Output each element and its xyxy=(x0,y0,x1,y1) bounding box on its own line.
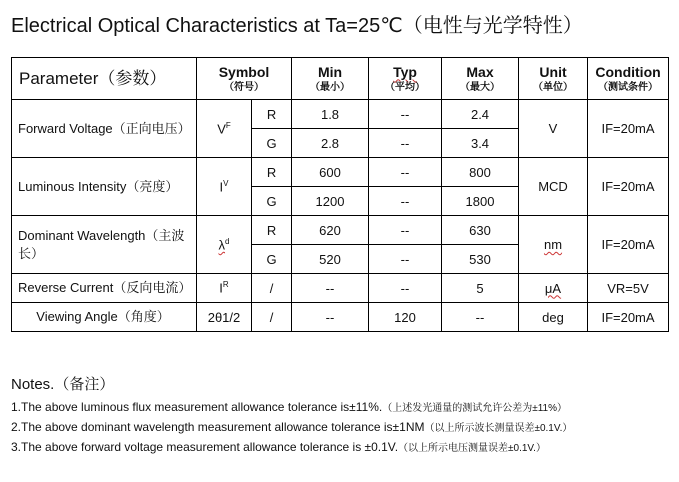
typ-cell: -- xyxy=(369,187,442,216)
symbol-sub: F xyxy=(225,120,231,130)
min-cell: 600 xyxy=(292,158,369,187)
max-cell: -- xyxy=(442,303,519,332)
param-forward-voltage: Forward Voltage（正向电压） xyxy=(12,100,197,158)
max-cell: 800 xyxy=(442,158,519,187)
table-row xyxy=(12,100,669,129)
note-text: 2.The above dominant wavelength measurement allowance tolerance is±1NM xyxy=(11,420,425,434)
max-cell: 2.4 xyxy=(442,100,519,129)
color-cell: / xyxy=(252,274,292,303)
table-row xyxy=(12,303,669,332)
header-typ-cn: （平均） xyxy=(385,81,426,93)
condition-cell: VR=5V xyxy=(588,274,669,303)
color-cell: G xyxy=(252,187,292,216)
header-typ-label: Typ xyxy=(393,63,417,80)
min-cell: -- xyxy=(292,303,369,332)
unit-value: μA xyxy=(544,280,562,296)
unit-cell: deg xyxy=(519,303,588,332)
max-cell: 630 xyxy=(442,216,519,245)
typ-cell: -- xyxy=(369,216,442,245)
unit-cell xyxy=(519,274,588,303)
note-item xyxy=(11,438,671,458)
table-row xyxy=(12,274,669,303)
min-cell: -- xyxy=(292,274,369,303)
min-cell: 2.8 xyxy=(292,129,369,158)
header-condition-label: Condition xyxy=(595,63,661,80)
header-condition-cn: （测试条件） xyxy=(598,81,659,93)
page-title: Electrical Optical Characteristics at Ta=25℃（电性与光学特性） xyxy=(11,15,583,37)
header-parameter: Parameter（参数） xyxy=(12,58,197,100)
note-text: 1.The above luminous flux measurement allowance tolerance is±11%. xyxy=(11,400,383,414)
symbol-main: I xyxy=(219,280,223,296)
header-unit-label: Unit xyxy=(539,63,567,80)
color-cell: G xyxy=(252,245,292,274)
header-symbol xyxy=(197,58,292,100)
param-luminous-intensity: Luminous Intensity（亮度） xyxy=(12,158,197,216)
header-max xyxy=(442,58,519,100)
param-dominant-wavelength: Dominant Wavelength（主波长） xyxy=(12,216,197,274)
symbol-reverse-current xyxy=(197,274,252,303)
note-text: 3.The above forward voltage measurement allowance tolerance is ±0.1V. xyxy=(11,440,399,454)
unit-cell xyxy=(519,216,588,274)
min-cell: 620 xyxy=(292,216,369,245)
symbol-main: V xyxy=(217,121,226,137)
note-item xyxy=(11,398,671,418)
min-cell: 1.8 xyxy=(292,100,369,129)
header-max-label: Max xyxy=(466,63,494,80)
typ-cell: -- xyxy=(369,158,442,187)
notes-section xyxy=(11,373,671,458)
symbol-luminous-intensity xyxy=(197,158,252,216)
max-cell: 5 xyxy=(442,274,519,303)
header-row xyxy=(12,58,669,100)
symbol-sub: R xyxy=(222,280,229,290)
characteristics-table xyxy=(11,57,669,332)
condition-cell: IF=20mA xyxy=(588,216,669,274)
notes-heading: Notes.（备注） xyxy=(11,376,115,393)
note-text-cn: （以上所示电压测量误差±0.1V.） xyxy=(398,443,546,454)
note-text-cn: （以上所示波长测量误差±0.1V.） xyxy=(424,423,573,434)
max-cell: 1800 xyxy=(442,187,519,216)
header-max-cn: （最大） xyxy=(460,81,501,93)
color-cell: / xyxy=(252,303,292,332)
header-min xyxy=(292,58,369,100)
color-cell: G xyxy=(252,129,292,158)
note-item xyxy=(11,418,671,438)
max-cell: 3.4 xyxy=(442,129,519,158)
header-condition xyxy=(588,58,669,100)
table-row xyxy=(12,216,669,245)
symbol-dominant-wavelength xyxy=(197,216,252,274)
min-cell: 1200 xyxy=(292,187,369,216)
typ-cell: -- xyxy=(369,274,442,303)
header-typ xyxy=(369,58,442,100)
header-unit xyxy=(519,58,588,100)
typ-cell: -- xyxy=(369,245,442,274)
typ-cell: 120 xyxy=(369,303,442,332)
note-text-cn: （上述发光通量的测试允许公差为±11%） xyxy=(382,403,567,414)
symbol-viewing-angle: 2θ1/2 xyxy=(197,303,252,332)
typ-cell: -- xyxy=(369,100,442,129)
symbol-sub: V xyxy=(223,178,229,188)
unit-cell: MCD xyxy=(519,158,588,216)
symbol-forward-voltage xyxy=(197,100,252,158)
header-symbol-label: Symbol xyxy=(218,63,270,80)
max-cell: 530 xyxy=(442,245,519,274)
param-reverse-current: Reverse Current（反向电流） xyxy=(12,274,197,303)
color-cell: R xyxy=(252,158,292,187)
unit-cell: V xyxy=(519,100,588,158)
symbol-main: λ xyxy=(218,237,226,253)
unit-value: nm xyxy=(543,237,563,252)
header-unit-cn: （单位） xyxy=(533,81,574,93)
symbol-main: I xyxy=(219,179,224,195)
condition-cell: IF=20mA xyxy=(588,303,669,332)
color-cell: R xyxy=(252,100,292,129)
min-cell: 520 xyxy=(292,245,369,274)
param-viewing-angle: Viewing Angle（角度） xyxy=(12,303,197,332)
header-min-cn: （最小） xyxy=(310,81,351,93)
header-symbol-cn: （符号） xyxy=(224,81,264,93)
condition-cell: IF=20mA xyxy=(588,158,669,216)
condition-cell: IF=20mA xyxy=(588,100,669,158)
table-row xyxy=(12,158,669,187)
typ-cell: -- xyxy=(369,129,442,158)
header-min-label: Min xyxy=(317,63,343,80)
symbol-sub: d xyxy=(225,236,230,246)
color-cell: R xyxy=(252,216,292,245)
